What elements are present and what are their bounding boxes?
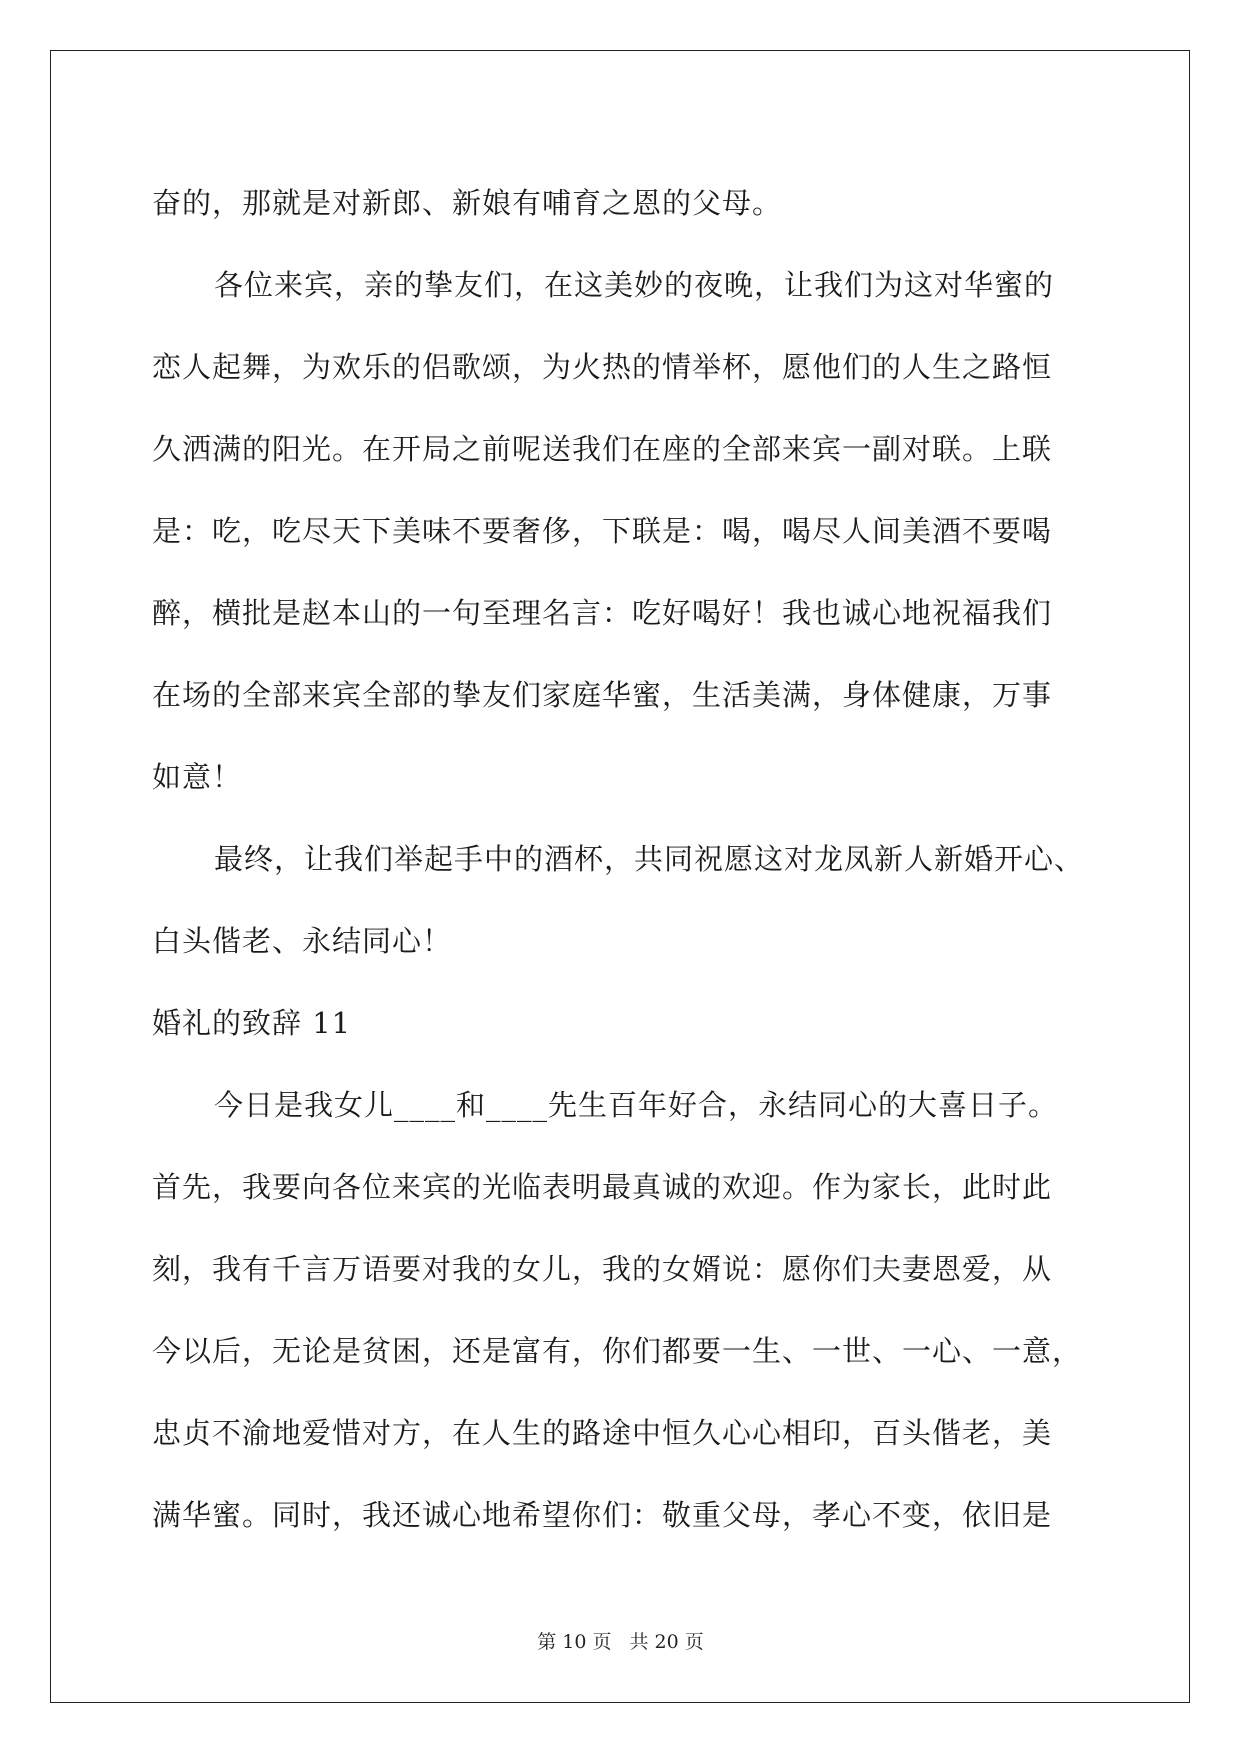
text-line-2: 各位来宾，亲的挚友们，在这美妙的夜晚，让我们为这对华蜜的 xyxy=(214,268,1055,302)
text-line-5: 是：吃，吃尽天下美味不要奢侈，下联是：喝，喝尽人间美酒不要喝 xyxy=(152,514,1053,548)
text-line-9: 最终，让我们举起手中的酒杯，共同祝愿这对龙凤新人新婚开心、 xyxy=(214,842,1085,876)
text-line-13: 首先，我要向各位来宾的光临表明最真诚的欢迎。作为家长，此时此 xyxy=(152,1170,1053,1204)
text-line-16: 忠贞不渝地爱惜对方，在人生的路途中恒久心心相印，百头偕老，美 xyxy=(152,1416,1053,1450)
page-number-total: 共 20 页 xyxy=(629,1631,704,1653)
text-line-4: 久洒满的阳光。在开局之前呢送我们在座的全部来宾一副对联。上联 xyxy=(152,432,1053,466)
text-line-1: 奋的，那就是对新郎、新娘有哺育之恩的父母。 xyxy=(152,186,783,220)
text-line-10: 白头偕老、永结同心！ xyxy=(152,924,453,958)
text-line-15: 今以后，无论是贫困，还是富有，你们都要一生、一世、一心、一意， xyxy=(152,1334,1083,1368)
text-line-3: 恋人起舞，为欢乐的侣歌颂，为火热的情举杯，愿他们的人生之路恒 xyxy=(152,350,1053,384)
text-line-14: 刻，我有千言万语要对我的女儿，我的女婿说：愿你们夫妻恩爱，从 xyxy=(152,1252,1053,1286)
page-number-current: 第 10 页 xyxy=(537,1631,612,1653)
section-heading: 婚礼的致辞 11 xyxy=(152,1006,352,1040)
text-line-6: 醉，横批是赵本山的一句至理名言：吃好喝好！我也诚心地祝福我们 xyxy=(152,596,1053,630)
text-line-8: 如意！ xyxy=(152,760,243,794)
page-footer xyxy=(0,1630,1241,1654)
text-line-12: 今日是我女儿____和____先生百年好合，永结同心的大喜日子。 xyxy=(214,1088,1059,1122)
document-body xyxy=(152,162,1088,1556)
text-line-17: 满华蜜。同时，我还诚心地希望你们：敬重父母，孝心不变，依旧是 xyxy=(152,1498,1053,1532)
text-line-7: 在场的全部来宾全部的挚友们家庭华蜜，生活美满，身体健康，万事 xyxy=(152,678,1053,712)
